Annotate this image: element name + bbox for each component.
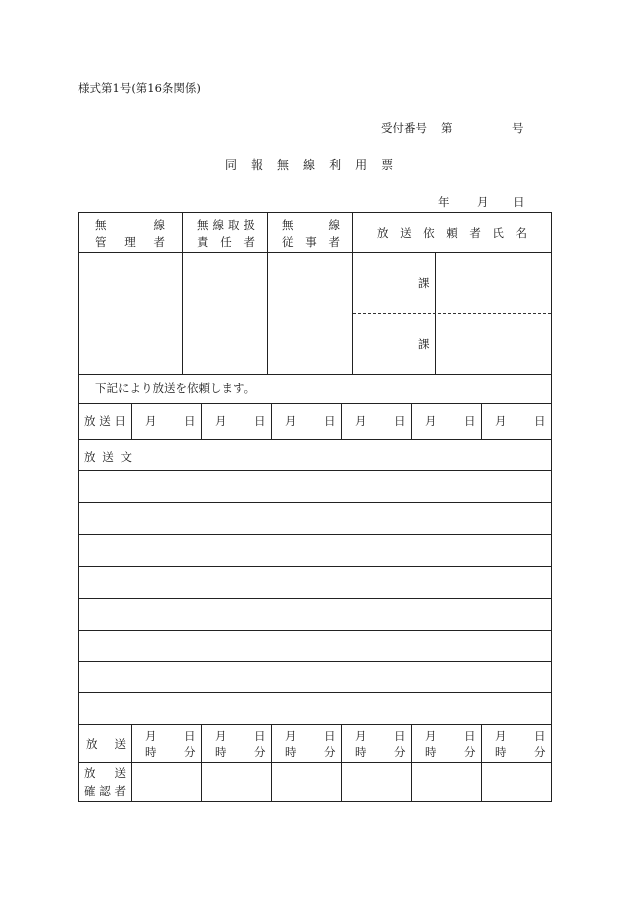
- time-minute-label: 分: [534, 745, 546, 759]
- broadcast-month-label: 月: [285, 414, 297, 428]
- column-border: [341, 724, 342, 802]
- time-day-label: 日: [254, 729, 266, 743]
- receipt-label: 受付番号: [381, 121, 427, 135]
- time-hour-label: 時: [355, 745, 367, 759]
- time-hour-label: 時: [425, 745, 437, 759]
- column-border: [411, 403, 412, 440]
- broadcast-month-label: 月: [495, 414, 507, 428]
- time-day-label: 日: [394, 729, 406, 743]
- time-hour-label: 時: [145, 745, 157, 759]
- time-day-label: 日: [464, 729, 476, 743]
- broadcast-date-label: 放 送 日: [84, 414, 126, 428]
- time-hour-label: 時: [495, 745, 507, 759]
- time-month-label: 月: [495, 729, 507, 743]
- time-month-label: 月: [215, 729, 227, 743]
- time-month-label: 月: [355, 729, 367, 743]
- broadcast-day-label: 日: [394, 414, 406, 428]
- row-border: [78, 598, 552, 599]
- time-month-label: 月: [425, 729, 437, 743]
- column-border: [271, 403, 272, 440]
- column-border: [352, 212, 353, 375]
- confirmer-label-line2: 確 認 者: [84, 784, 126, 798]
- row-border: [78, 470, 552, 471]
- receipt-suffix: 号: [512, 121, 524, 135]
- time-minute-label: 分: [254, 745, 266, 759]
- date-day: 日: [513, 195, 525, 209]
- time-minute-label: 分: [324, 745, 336, 759]
- section-label-1: 課: [418, 276, 430, 290]
- broadcast-day-label: 日: [184, 414, 196, 428]
- header-radio-operator-line1: 無 線: [282, 218, 340, 232]
- broadcast-month-label: 月: [145, 414, 157, 428]
- header-radio-manager-line1: 無 線: [95, 218, 165, 232]
- table-right-border: [551, 212, 552, 802]
- header-radio-supervisor-line2: 責 任 者: [197, 235, 255, 249]
- broadcast-time-label: 放 送: [86, 737, 126, 751]
- receipt-number-line: [381, 120, 523, 136]
- broadcast-month-label: 月: [355, 414, 367, 428]
- title-char: 無: [277, 158, 290, 172]
- broadcast-day-label: 日: [534, 414, 546, 428]
- title-char: 報: [251, 158, 264, 172]
- broadcast-day-label: 日: [324, 414, 336, 428]
- time-minute-label: 分: [394, 745, 406, 759]
- row-border: [78, 692, 552, 693]
- row-border: [78, 502, 552, 503]
- time-day-label: 日: [534, 729, 546, 743]
- column-border: [481, 403, 482, 440]
- header-radio-supervisor-line1: 無 線 取 扱: [197, 218, 255, 232]
- title-char: 線: [303, 158, 316, 172]
- time-day-label: 日: [184, 729, 196, 743]
- title-char: 票: [381, 158, 394, 172]
- header-radio-manager-line2: 管 理 者: [95, 235, 165, 249]
- row-border: [78, 566, 552, 567]
- column-border: [201, 724, 202, 802]
- column-border: [131, 724, 132, 802]
- date-line: [438, 194, 524, 210]
- time-hour-label: 時: [215, 745, 227, 759]
- column-border: [201, 403, 202, 440]
- time-minute-label: 分: [464, 745, 476, 759]
- broadcast-month-label: 月: [215, 414, 227, 428]
- row-border: [78, 212, 552, 213]
- title-char: 同: [225, 158, 238, 172]
- section-label-2: 課: [418, 337, 430, 351]
- column-border: [481, 724, 482, 802]
- confirmer-label-line1: 放 送: [84, 766, 126, 780]
- header-radio-operator-line2: 従 事 者: [282, 235, 340, 249]
- date-month: 月: [477, 195, 489, 209]
- time-minute-label: 分: [184, 745, 196, 759]
- row-border: [78, 374, 552, 375]
- column-border: [411, 724, 412, 802]
- column-border: [267, 212, 268, 375]
- column-border: [182, 212, 183, 375]
- dashed-divider: [353, 313, 551, 314]
- broadcast-text-label: 放 送 文: [84, 450, 132, 464]
- form-number: 様式第1号(第16条関係): [78, 81, 201, 95]
- row-border: [78, 534, 552, 535]
- column-border: [131, 403, 132, 440]
- column-border: [341, 403, 342, 440]
- column-border: [271, 724, 272, 802]
- title-char: 利: [329, 158, 342, 172]
- row-border: [78, 661, 552, 662]
- title-char: 用: [355, 158, 368, 172]
- time-hour-label: 時: [285, 745, 297, 759]
- broadcast-month-label: 月: [425, 414, 437, 428]
- broadcast-day-label: 日: [254, 414, 266, 428]
- request-sentence: 下記により放送を依頼します。: [95, 381, 256, 395]
- header-requester-name: 放 送 依 頼 者 氏 名: [377, 226, 527, 240]
- date-year: 年: [438, 195, 450, 209]
- time-month-label: 月: [285, 729, 297, 743]
- time-day-label: 日: [324, 729, 336, 743]
- broadcast-day-label: 日: [464, 414, 476, 428]
- row-border: [78, 252, 552, 253]
- table-left-border: [78, 212, 79, 802]
- document-title: [225, 156, 407, 173]
- row-border: [78, 630, 552, 631]
- receipt-prefix: 第: [441, 121, 453, 135]
- time-month-label: 月: [145, 729, 157, 743]
